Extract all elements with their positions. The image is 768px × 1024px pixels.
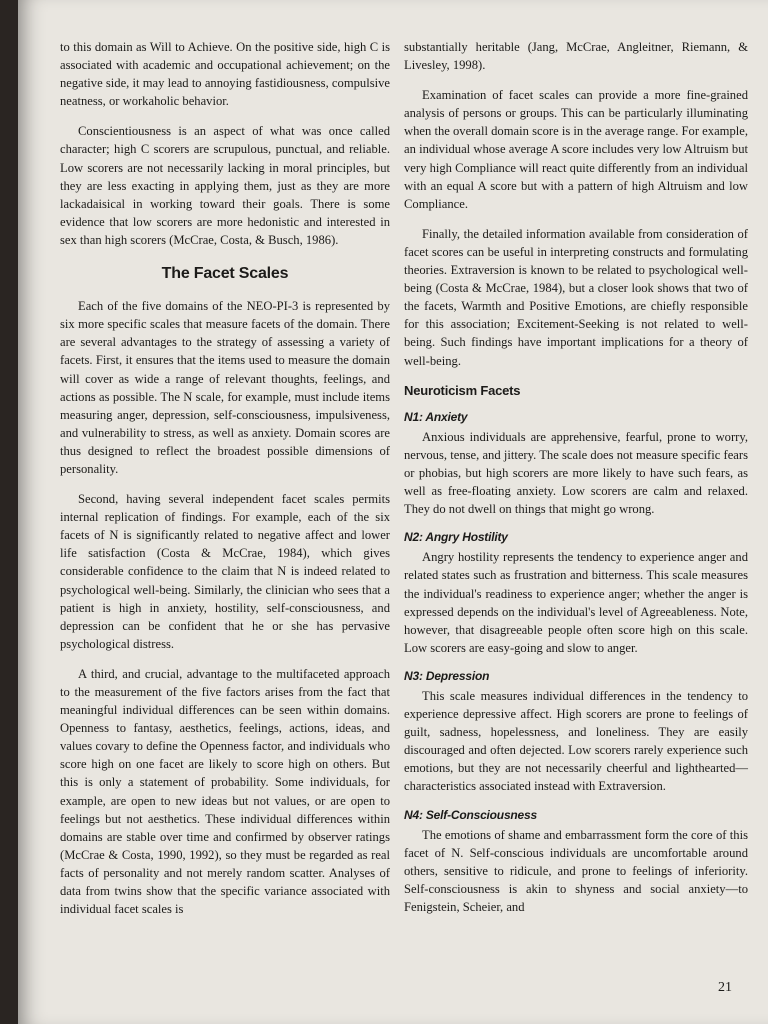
section-heading-facet-scales: The Facet Scales (161, 265, 289, 283)
paragraph: Conscientiousness is an aspect of what was once called character; high C scorers are scrupulous, punctual, and reliable. Low scorers are not necessarily lacking in moral principles, but they are less exacting in applying them, just as they are more lackadaisical in working toward their goals. There is some evidence that low scorers are more hedonistic and interested in sex than high scorers (McCrae, Costa, & Busch, 1986). (60, 124, 390, 247)
paragraph: substantially heritable (Jang, McCrae, Angleitner, Riemann, & Livesley, 1998). (404, 40, 748, 73)
paragraph: Each of the five domains of the NEO-PI-3 is represented by six more specific scales that measure facets of the domain. There are several advantages to the strategy of assessing a variety of facets. First, it ensures that the items used to measure the domain will cover as wide a range of relevant thoughts, feelings, and actions as possible. The N scale, for example, must include items measuring anger, depression, self-consciousness, impulsiveness, and vulnerability to stress, as well as anxiety. Domain scores are thus designed to reflect the broadest possible dimensions of personality. (60, 299, 390, 476)
page-number: 21 (718, 980, 732, 995)
facet-title-n4: N4: Self-Consciousness (404, 807, 537, 822)
paragraph: Examination of facet scales can provide a more fine-grained analysis of persons or groups. This can be particularly illuminating when the overall domain score is in the average range. For example, an individual whose average A score includes very low Altruism but very high Compliance will react quite differently from an individual with an equal A score but with a pattern of high Altruism and low Compliance. (404, 88, 748, 211)
book-page (18, 0, 768, 1024)
facet-title-n2: N2: Angry Hostility (404, 530, 508, 545)
facet-text-n2: Angry hostility represents the tendency to experience anger and related states such as frustration and bitterness. This scale measures the individual's readiness to experience anger; whether the anger is expressed depends on the individual's level of Agreeableness. Note, however, that disagreeable people often score high on this scale. Low scorers are easy-going and slow to anger. (404, 550, 748, 655)
right-column (404, 38, 748, 926)
paragraph: Finally, the detailed information available from consideration of facet scores can be useful in interpreting constructs and formulating theories. Extraversion is known to be related to psychological well-being (Costa & McCrae, 1984), but a closer look shows that two of the facets, Warmth and Positive Emotions, are chiefly responsible for this association; Excitement-Seeking is not related to well-being. Such findings have important implications for a theory of well-being. (404, 226, 748, 368)
facet-text-n3: This scale measures individual differences in the tendency to experience depressive affect. High scorers are prone to feelings of guilt, sadness, hopelessness, and loneliness. They are easily discouraged and often dejected. Low scorers rarely experience such emotions, but they are not necessarily cheerful and lighthearted—characteristics associated instead with Extraversion. (404, 689, 748, 794)
paragraph: A third, and crucial, advantage to the multifaceted approach to the measurement of the five factors arises from the fact that meaningful individual differences can be seen within domains. Openness to fantasy, aesthetics, feelings, actions, ideas, and values covary to define the Openness factor, and individuals who score high on one facet are likely to score high on others. But this is only a statement of probability. Some individuals, for example, are open to new ideas but not values, or are open to feelings but not aesthetics. These individual differences within domains are stable over time and confirmed by observer ratings (McCrae & Costa, 1990, 1992), so they must be regarded as real facts of personality and not merely random scatter. Analyses of data from twins show that the specific variance associated with individual facet scales is (60, 666, 390, 917)
left-column (60, 38, 390, 930)
paragraph: Second, having several independent facet scales permits internal replication of findings. For example, each of the six facets of N is significantly related to negative affect and lower life satisfaction (Costa & McCrae, 1984), which gives considerable confidence to the claim that N is indeed related to psychological well-being. Similarly, the clinician who sees that a patient is high in anxiety, hostility, self-consciousness, and depression can be confident that he or she has pervasive psychological distress. (60, 492, 390, 651)
subsection-heading-neuroticism: Neuroticism Facets (404, 382, 521, 398)
paragraph: to this domain as Will to Achieve. On the positive side, high C is associated with academic and occupational achievement; on the negative side, it may lead to annoying fastidiousness, compulsive neatness, or workaholic behavior. (60, 40, 390, 109)
facet-text-n4: The emotions of shame and embarrassment form the core of this facet of N. Self-conscious individuals are uncomfortable around others, sensitive to ridicule, and prone to feelings of inferiority. Self-consciousness is akin to shyness and social anxiety—to Fenigstein, Scheier, and (404, 827, 748, 915)
facet-title-n1: N1: Anxiety (404, 409, 468, 424)
facet-text-n1: Anxious individuals are apprehensive, fearful, prone to worry, nervous, tense, and jittery. The scale does not measure specific fears or phobias, but high scorers are more likely to have such fears, as well as free-floating anxiety. Low scorers are calm and relaxed. They do not dwell on things that might go wrong. (404, 429, 748, 517)
facet-title-n3: N3: Depression (404, 668, 490, 683)
